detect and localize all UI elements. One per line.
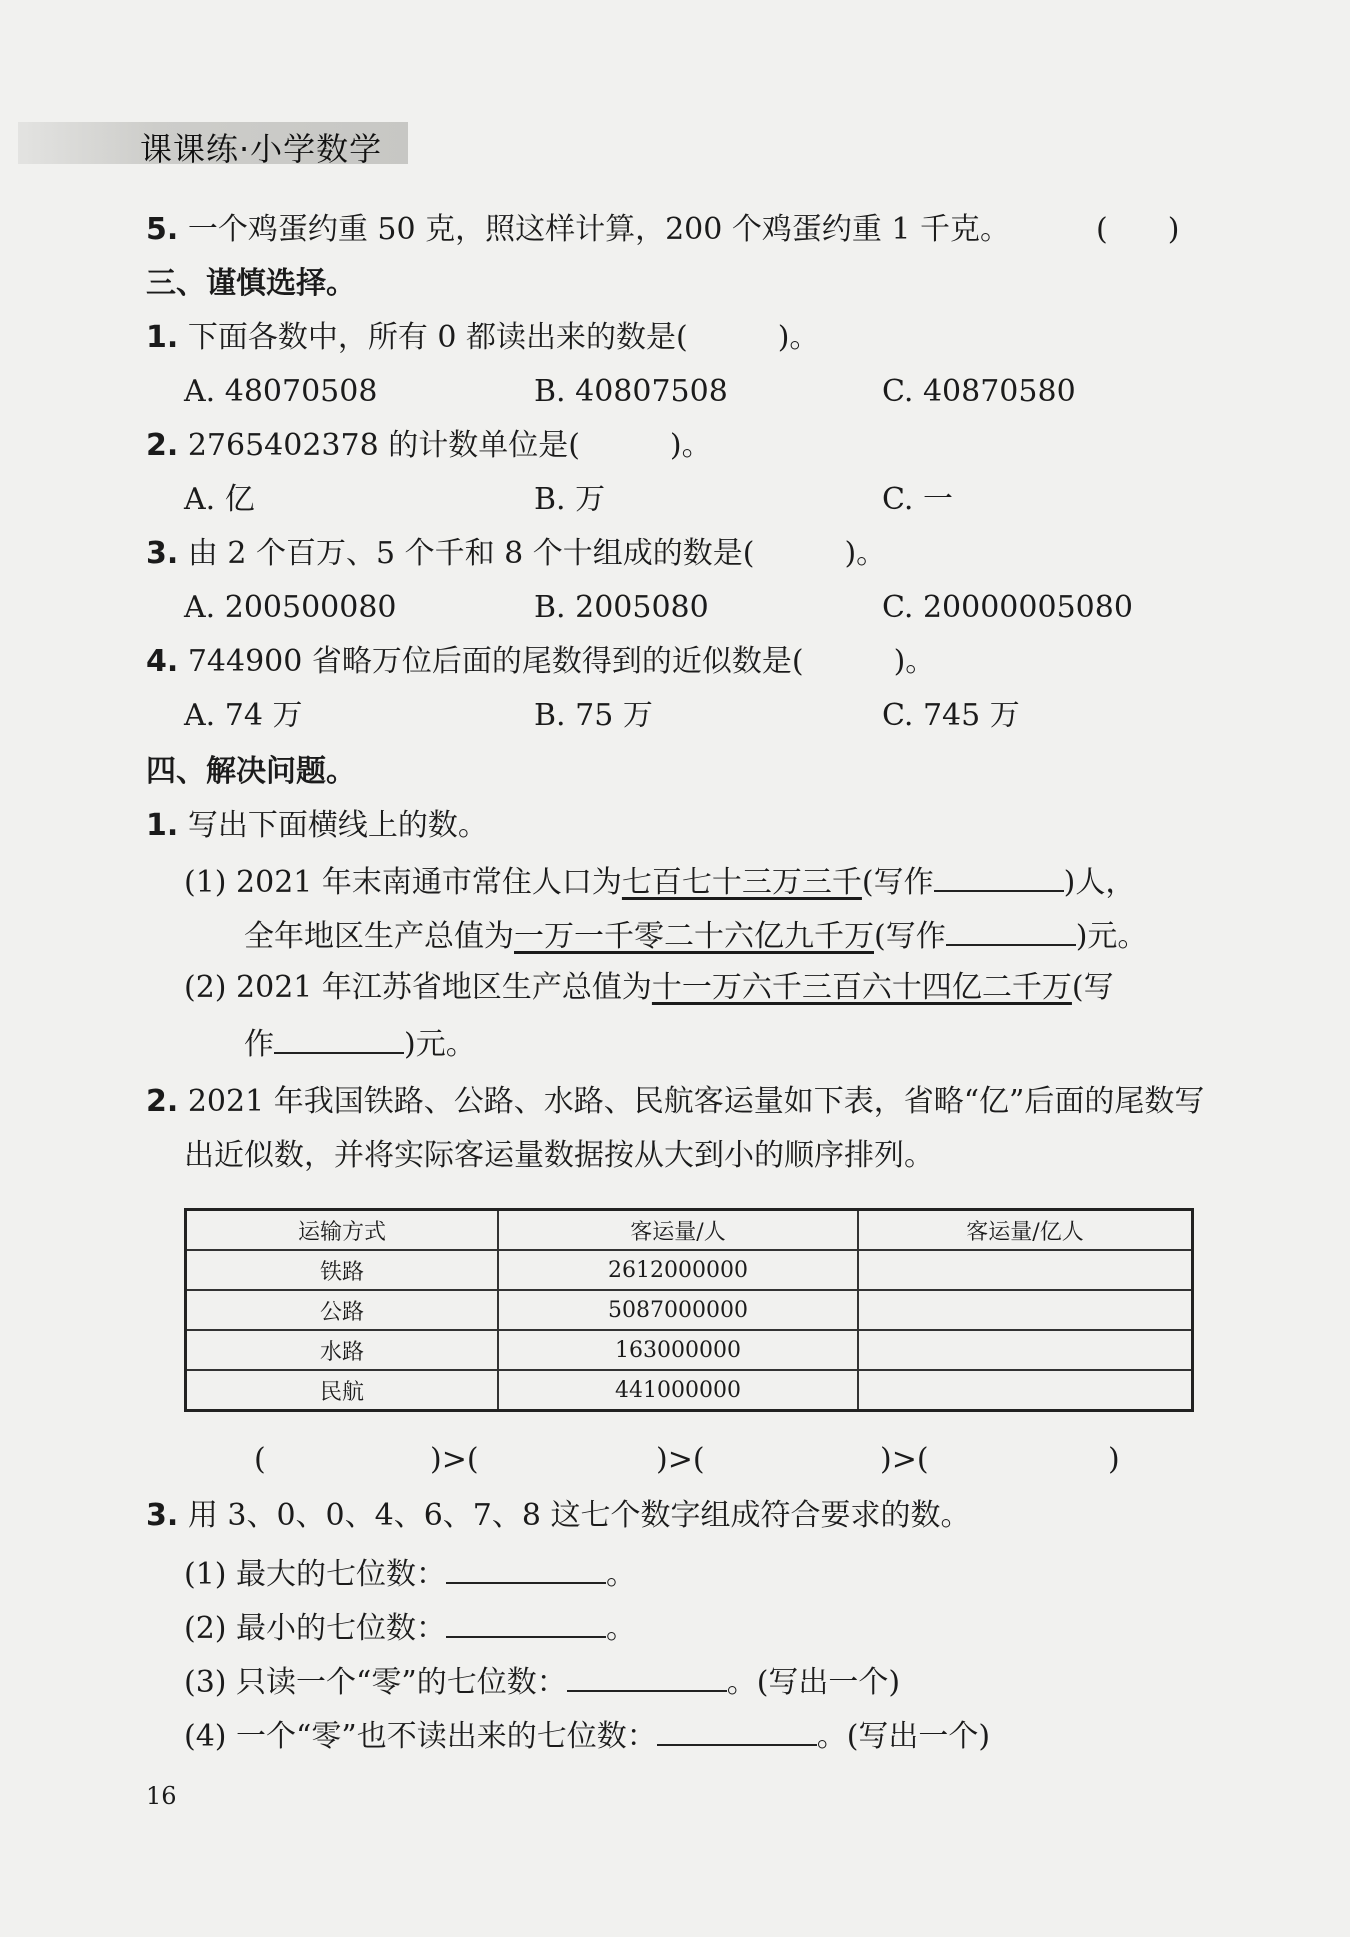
page-number: 16 bbox=[146, 1782, 177, 1810]
column-header: 运输方式 bbox=[186, 1210, 499, 1251]
choice-question-2 bbox=[146, 426, 712, 466]
question-text: 2765402378 的计数单位是( )。 bbox=[187, 428, 712, 463]
question-number: 1. bbox=[146, 320, 179, 355]
table-cell: 441000000 bbox=[498, 1370, 858, 1411]
question-number: 2. bbox=[146, 428, 179, 463]
item-text: (3) 只读一个“零”的七位数： bbox=[184, 1665, 567, 1700]
problem-1 bbox=[146, 806, 488, 846]
problem-2-cont: 出近似数，并将实际客运量数据按从大到小的顺序排列。 bbox=[184, 1138, 934, 1173]
table-cell: 公路 bbox=[186, 1290, 499, 1330]
choice-question-4 bbox=[146, 642, 935, 682]
part-text: (1) 2021 年末南通市常住人口为 bbox=[184, 865, 622, 900]
problem-3-item-1 bbox=[184, 1552, 636, 1595]
problem-1-part-1b bbox=[244, 914, 1147, 957]
table-row bbox=[186, 1250, 1193, 1290]
question-text: 用 3、0、0、4、6、7、8 这七个数字组成符合要求的数。 bbox=[187, 1498, 971, 1533]
table-header-row bbox=[186, 1210, 1193, 1251]
table-cell: 163000000 bbox=[498, 1330, 858, 1370]
question-5 bbox=[146, 210, 1010, 250]
question-text: 2021 年我国铁路、公路、水路、民航客运量如下表，省略“亿”后面的尾数写 bbox=[187, 1084, 1205, 1119]
answer-cell[interactable] bbox=[858, 1370, 1193, 1411]
answer-blank[interactable] bbox=[446, 1552, 606, 1584]
option-c[interactable]: C. 745 万 bbox=[882, 698, 1020, 733]
answer-blank[interactable] bbox=[446, 1606, 606, 1638]
part-text: (写作 bbox=[874, 919, 946, 954]
part-text: )元。 bbox=[1075, 919, 1148, 954]
item-text: 。 bbox=[606, 1611, 637, 1646]
section-3-title: 三、谨慎选择。 bbox=[146, 266, 356, 301]
option-c[interactable]: C. 一 bbox=[882, 482, 953, 517]
question-number: 3. bbox=[146, 536, 179, 571]
item-text: (2) 最小的七位数： bbox=[184, 1611, 447, 1646]
answer-cell[interactable] bbox=[858, 1250, 1193, 1290]
answer-paren[interactable]: ( ) bbox=[1096, 212, 1180, 247]
answer-blank[interactable] bbox=[657, 1714, 817, 1746]
part-text: (2) 2021 年江苏省地区生产总值为 bbox=[184, 970, 652, 1005]
part-text: )人， bbox=[1063, 865, 1136, 900]
section-4-title: 四、解决问题。 bbox=[146, 754, 356, 789]
item-text: (1) 最大的七位数： bbox=[184, 1557, 447, 1592]
problem-3-item-4 bbox=[184, 1714, 990, 1757]
question-text: 下面各数中，所有 0 都读出来的数是( )。 bbox=[187, 320, 820, 355]
problem-1-part-2-cont bbox=[244, 1022, 476, 1065]
problem-1-part-1a bbox=[184, 860, 1135, 903]
part-text: )元。 bbox=[404, 1027, 476, 1062]
table-cell: 水路 bbox=[186, 1330, 499, 1370]
page-header-title: 课课练·小学数学 bbox=[140, 130, 383, 168]
option-b[interactable]: B. 75 万 bbox=[534, 698, 653, 733]
underlined-words: 十一万六千三百六十四亿二千万 bbox=[651, 970, 1072, 1005]
table-row bbox=[186, 1330, 1193, 1370]
item-text: (4) 一个“零”也不读出来的七位数： bbox=[184, 1719, 657, 1754]
part-text: 作 bbox=[244, 1027, 274, 1062]
problem-3-item-2 bbox=[184, 1606, 636, 1649]
choice-question-1 bbox=[146, 318, 819, 358]
problem-2 bbox=[146, 1082, 1204, 1122]
problem-1-part-2 bbox=[184, 968, 1114, 1008]
column-header: 客运量/亿人 bbox=[858, 1210, 1193, 1251]
table-cell: 2612000000 bbox=[498, 1250, 858, 1290]
problem-3-item-3 bbox=[184, 1660, 900, 1703]
underlined-words: 七百七十三万三千 bbox=[621, 865, 862, 900]
option-c[interactable]: C. 40870580 bbox=[882, 374, 1076, 409]
table-row bbox=[186, 1290, 1193, 1330]
option-b[interactable]: B. 2005080 bbox=[534, 590, 709, 625]
option-a[interactable]: A. 亿 bbox=[184, 482, 255, 517]
item-text: 。 bbox=[606, 1557, 637, 1592]
answer-cell[interactable] bbox=[858, 1330, 1193, 1370]
order-paren[interactable]: )>( bbox=[880, 1442, 929, 1477]
choice-question-3 bbox=[146, 534, 886, 574]
answer-blank[interactable] bbox=[274, 1022, 404, 1054]
table-cell: 铁路 bbox=[186, 1250, 499, 1290]
option-a[interactable]: A. 74 万 bbox=[184, 698, 303, 733]
order-paren[interactable]: ) bbox=[1108, 1442, 1120, 1477]
problem-3 bbox=[146, 1496, 971, 1536]
answer-blank[interactable] bbox=[946, 914, 1076, 946]
question-text: 写出下面横线上的数。 bbox=[187, 808, 488, 843]
question-number: 4. bbox=[146, 644, 179, 679]
part-text: (写作 bbox=[861, 865, 934, 900]
answer-blank[interactable] bbox=[934, 860, 1064, 892]
question-number: 3. bbox=[146, 1498, 179, 1533]
order-paren[interactable]: )>( bbox=[430, 1442, 479, 1477]
column-header: 客运量/人 bbox=[498, 1210, 858, 1251]
item-text: 。(写出一个) bbox=[726, 1665, 901, 1700]
answer-blank[interactable] bbox=[567, 1660, 727, 1692]
option-a[interactable]: A. 48070508 bbox=[184, 374, 378, 409]
order-paren[interactable]: ( bbox=[254, 1442, 266, 1477]
table-row bbox=[186, 1370, 1193, 1411]
table-cell: 民航 bbox=[186, 1370, 499, 1411]
item-text: 。(写出一个) bbox=[816, 1719, 991, 1754]
underlined-words: 一万一千零二十六亿九千万 bbox=[514, 919, 874, 954]
question-text: 一个鸡蛋约重 50 克，照这样计算，200 个鸡蛋约重 1 千克。 bbox=[187, 212, 1011, 247]
option-b[interactable]: B. 40807508 bbox=[534, 374, 728, 409]
question-text: 744900 省略万位后面的尾数得到的近似数是( )。 bbox=[187, 644, 936, 679]
part-text: 全年地区生产总值为 bbox=[244, 919, 514, 954]
order-paren[interactable]: )>( bbox=[656, 1442, 705, 1477]
option-b[interactable]: B. 万 bbox=[534, 482, 606, 517]
question-number: 1. bbox=[146, 808, 179, 843]
passenger-table bbox=[184, 1208, 1194, 1412]
question-number: 5. bbox=[146, 212, 179, 247]
option-c[interactable]: C. 20000005080 bbox=[882, 590, 1133, 625]
part-text: (写 bbox=[1071, 970, 1114, 1005]
option-a[interactable]: A. 200500080 bbox=[184, 590, 397, 625]
table-cell: 5087000000 bbox=[498, 1290, 858, 1330]
answer-cell[interactable] bbox=[858, 1290, 1193, 1330]
question-text: 由 2 个百万、5 个千和 8 个十组成的数是( )。 bbox=[187, 536, 887, 571]
question-number: 2. bbox=[146, 1084, 179, 1119]
